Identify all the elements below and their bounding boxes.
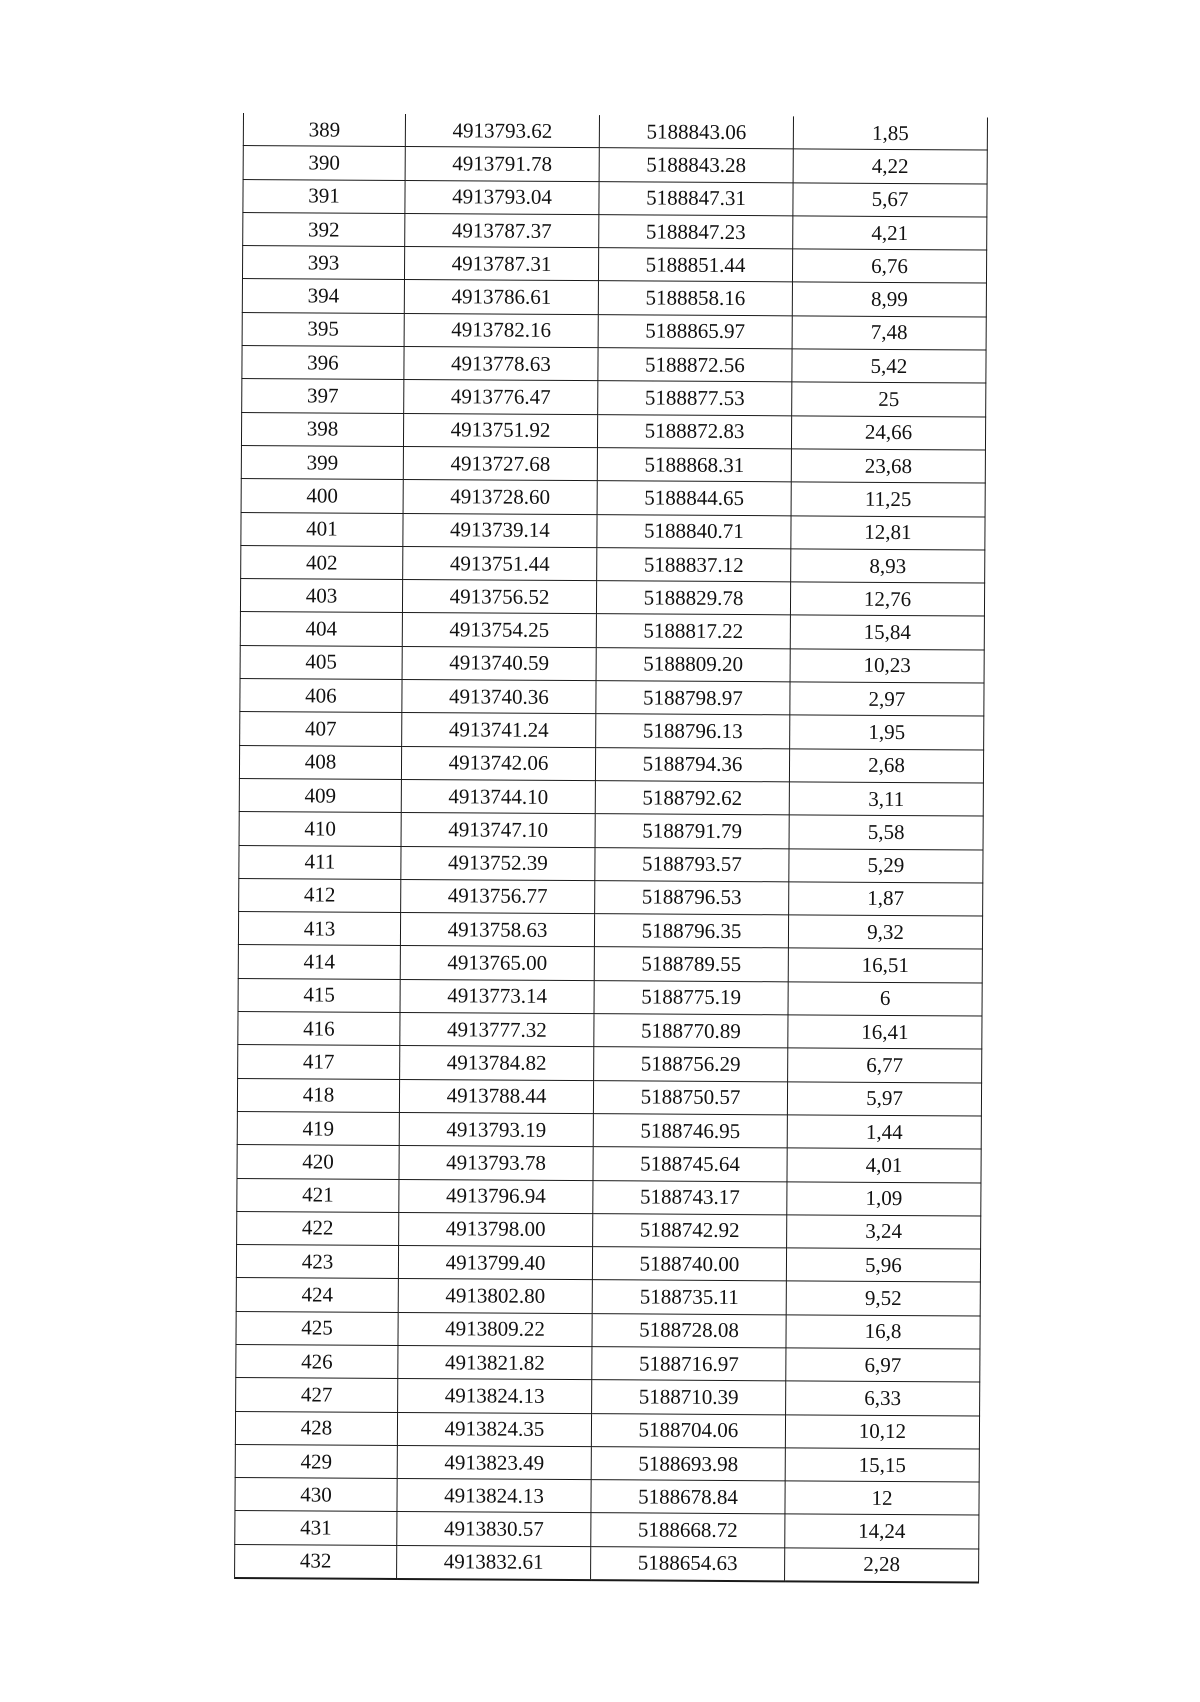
y-coordinate-cell: 5188796.13 bbox=[596, 714, 790, 748]
distance-cell: 6,33 bbox=[786, 1381, 980, 1415]
distance-cell: 3,24 bbox=[787, 1215, 981, 1249]
table-row bbox=[237, 1178, 981, 1216]
y-coordinate-cell: 5188851.44 bbox=[598, 248, 792, 282]
table-row bbox=[238, 912, 982, 950]
x-coordinate-cell: 4913799.40 bbox=[398, 1246, 592, 1280]
x-coordinate-cell: 4913793.78 bbox=[399, 1146, 593, 1180]
x-coordinate-cell: 4913756.52 bbox=[402, 580, 596, 614]
distance-cell: 10,23 bbox=[790, 649, 984, 683]
distance-cell: 3,11 bbox=[789, 782, 983, 816]
y-coordinate-cell: 5188794.36 bbox=[595, 747, 789, 781]
distance-cell: 24,66 bbox=[791, 416, 985, 450]
point-number-cell: 418 bbox=[237, 1078, 399, 1112]
table-row bbox=[236, 1311, 980, 1349]
y-coordinate-cell: 5188750.57 bbox=[593, 1080, 787, 1114]
y-coordinate-cell: 5188792.62 bbox=[595, 781, 789, 815]
distance-cell: 2,68 bbox=[789, 748, 983, 782]
x-coordinate-cell: 4913796.94 bbox=[399, 1179, 593, 1213]
point-number-cell: 423 bbox=[236, 1245, 398, 1279]
distance-cell: 4,22 bbox=[793, 149, 987, 183]
x-coordinate-cell: 4913823.49 bbox=[397, 1445, 591, 1479]
x-coordinate-cell: 4913821.82 bbox=[398, 1345, 592, 1379]
distance-cell: 11,25 bbox=[791, 482, 985, 516]
distance-cell: 5,96 bbox=[786, 1248, 980, 1282]
y-coordinate-cell: 5188704.06 bbox=[591, 1413, 785, 1447]
point-number-cell: 389 bbox=[243, 113, 405, 147]
distance-cell: 12,81 bbox=[791, 515, 985, 549]
distance-cell: 5,67 bbox=[793, 182, 987, 216]
table-row bbox=[236, 1344, 980, 1382]
x-coordinate-cell: 4913786.61 bbox=[404, 280, 598, 314]
table-row bbox=[240, 679, 984, 717]
x-coordinate-cell: 4913778.63 bbox=[404, 347, 598, 381]
y-coordinate-cell: 5188728.08 bbox=[592, 1313, 786, 1347]
point-number-cell: 415 bbox=[238, 978, 400, 1012]
y-coordinate-cell: 5188847.23 bbox=[599, 215, 793, 249]
table-row bbox=[241, 512, 985, 550]
y-coordinate-cell: 5188740.00 bbox=[592, 1247, 786, 1281]
distance-cell: 15,15 bbox=[785, 1448, 979, 1482]
point-number-cell: 426 bbox=[236, 1344, 398, 1378]
x-coordinate-cell: 4913727.68 bbox=[403, 446, 597, 480]
table-row bbox=[243, 113, 987, 150]
y-coordinate-cell: 5188789.55 bbox=[594, 947, 788, 981]
table-row bbox=[235, 1478, 979, 1516]
distance-cell: 1,95 bbox=[790, 715, 984, 749]
distance-cell: 6,97 bbox=[786, 1348, 980, 1382]
point-number-cell: 431 bbox=[235, 1511, 397, 1545]
distance-cell: 7,48 bbox=[792, 316, 986, 350]
x-coordinate-cell: 4913788.44 bbox=[399, 1079, 593, 1113]
y-coordinate-cell: 5188844.65 bbox=[597, 481, 791, 515]
x-coordinate-cell: 4913751.44 bbox=[403, 546, 597, 580]
distance-cell: 2,28 bbox=[785, 1548, 979, 1583]
point-number-cell: 401 bbox=[241, 512, 403, 546]
y-coordinate-cell: 5188796.53 bbox=[595, 880, 789, 914]
distance-cell: 6,77 bbox=[788, 1048, 982, 1082]
point-number-cell: 416 bbox=[238, 1012, 400, 1046]
y-coordinate-cell: 5188775.19 bbox=[594, 980, 788, 1014]
point-number-cell: 419 bbox=[237, 1111, 399, 1145]
point-number-cell: 395 bbox=[242, 312, 404, 346]
table-row bbox=[241, 445, 985, 483]
distance-cell: 15,84 bbox=[790, 615, 984, 649]
y-coordinate-cell: 5188865.97 bbox=[598, 314, 792, 348]
table-row bbox=[239, 845, 983, 883]
point-number-cell: 397 bbox=[242, 379, 404, 413]
y-coordinate-cell: 5188829.78 bbox=[596, 581, 790, 615]
table-row bbox=[239, 812, 983, 850]
point-number-cell: 430 bbox=[235, 1478, 397, 1512]
x-coordinate-cell: 4913728.60 bbox=[403, 480, 597, 514]
table-row bbox=[238, 945, 982, 983]
x-coordinate-cell: 4913824.13 bbox=[398, 1379, 592, 1413]
x-coordinate-cell: 4913802.80 bbox=[398, 1279, 592, 1313]
x-coordinate-cell: 4913798.00 bbox=[399, 1212, 593, 1246]
distance-cell: 14,24 bbox=[785, 1514, 979, 1548]
point-number-cell: 402 bbox=[241, 545, 403, 579]
table-row bbox=[236, 1245, 980, 1283]
point-number-cell: 391 bbox=[243, 179, 405, 213]
distance-cell: 9,52 bbox=[786, 1281, 980, 1315]
x-coordinate-cell: 4913765.00 bbox=[400, 946, 594, 980]
table-row bbox=[235, 1444, 979, 1482]
distance-cell: 8,99 bbox=[792, 282, 986, 316]
point-number-cell: 407 bbox=[240, 712, 402, 746]
point-number-cell: 417 bbox=[238, 1045, 400, 1079]
y-coordinate-cell: 5188877.53 bbox=[598, 381, 792, 415]
x-coordinate-cell: 4913756.77 bbox=[401, 879, 595, 913]
table-row bbox=[242, 246, 986, 284]
table-row bbox=[242, 279, 986, 317]
x-coordinate-cell: 4913832.61 bbox=[397, 1545, 591, 1580]
point-number-cell: 406 bbox=[240, 679, 402, 713]
point-number-cell: 404 bbox=[240, 612, 402, 646]
y-coordinate-cell: 5188693.98 bbox=[591, 1447, 785, 1481]
table-row bbox=[242, 346, 986, 384]
table-row bbox=[240, 579, 984, 617]
x-coordinate-cell: 4913777.32 bbox=[400, 1012, 594, 1046]
distance-cell: 1,85 bbox=[793, 116, 987, 150]
x-coordinate-cell: 4913782.16 bbox=[404, 313, 598, 347]
table-row bbox=[237, 1211, 981, 1249]
y-coordinate-cell: 5188793.57 bbox=[595, 847, 789, 881]
point-number-cell: 400 bbox=[241, 479, 403, 513]
y-coordinate-cell: 5188868.31 bbox=[597, 448, 791, 482]
x-coordinate-cell: 4913791.78 bbox=[405, 147, 599, 181]
distance-cell: 1,44 bbox=[787, 1115, 981, 1149]
table-row bbox=[240, 712, 984, 750]
x-coordinate-cell: 4913784.82 bbox=[400, 1046, 594, 1080]
distance-cell: 16,51 bbox=[788, 948, 982, 982]
table-row bbox=[241, 545, 985, 583]
y-coordinate-cell: 5188756.29 bbox=[594, 1047, 788, 1081]
distance-cell: 16,41 bbox=[788, 1015, 982, 1049]
point-number-cell: 409 bbox=[239, 778, 401, 812]
x-coordinate-cell: 4913793.19 bbox=[399, 1112, 593, 1146]
coordinates-table bbox=[234, 113, 988, 1584]
x-coordinate-cell: 4913739.14 bbox=[403, 513, 597, 547]
point-number-cell: 428 bbox=[235, 1411, 397, 1445]
distance-cell: 4,21 bbox=[793, 216, 987, 250]
distance-cell: 9,32 bbox=[788, 915, 982, 949]
y-coordinate-cell: 5188770.89 bbox=[594, 1014, 788, 1048]
table-row bbox=[241, 412, 985, 450]
point-number-cell: 420 bbox=[237, 1145, 399, 1179]
point-number-cell: 394 bbox=[242, 279, 404, 313]
y-coordinate-cell: 5188668.72 bbox=[591, 1513, 785, 1547]
distance-cell: 10,12 bbox=[785, 1414, 979, 1448]
distance-cell: 8,93 bbox=[791, 549, 985, 583]
point-number-cell: 424 bbox=[236, 1278, 398, 1312]
table-row bbox=[238, 978, 982, 1016]
point-number-cell: 414 bbox=[238, 945, 400, 979]
point-number-cell: 392 bbox=[243, 212, 405, 246]
table-row bbox=[242, 312, 986, 350]
coordinates-table-body bbox=[235, 113, 988, 1583]
table-row bbox=[243, 212, 987, 250]
distance-cell: 25 bbox=[792, 382, 986, 416]
x-coordinate-cell: 4913747.10 bbox=[401, 813, 595, 847]
y-coordinate-cell: 5188843.06 bbox=[599, 115, 793, 149]
table-row bbox=[241, 479, 985, 517]
y-coordinate-cell: 5188847.31 bbox=[599, 181, 793, 215]
point-number-cell: 396 bbox=[242, 346, 404, 380]
point-number-cell: 413 bbox=[238, 912, 400, 946]
y-coordinate-cell: 5188872.56 bbox=[598, 348, 792, 382]
x-coordinate-cell: 4913824.13 bbox=[397, 1479, 591, 1513]
point-number-cell: 427 bbox=[236, 1378, 398, 1412]
point-number-cell: 432 bbox=[235, 1544, 397, 1579]
x-coordinate-cell: 4913776.47 bbox=[404, 380, 598, 414]
distance-cell: 4,01 bbox=[787, 1148, 981, 1182]
table-row bbox=[239, 778, 983, 816]
y-coordinate-cell: 5188742.92 bbox=[593, 1213, 787, 1247]
y-coordinate-cell: 5188798.97 bbox=[596, 681, 790, 715]
point-number-cell: 390 bbox=[243, 146, 405, 180]
table-row bbox=[239, 878, 983, 916]
y-coordinate-cell: 5188654.63 bbox=[591, 1546, 785, 1581]
x-coordinate-cell: 4913787.31 bbox=[404, 247, 598, 281]
point-number-cell: 422 bbox=[237, 1211, 399, 1245]
distance-cell: 1,09 bbox=[787, 1181, 981, 1215]
x-coordinate-cell: 4913752.39 bbox=[401, 846, 595, 880]
distance-cell: 16,8 bbox=[786, 1315, 980, 1349]
point-number-cell: 398 bbox=[241, 412, 403, 446]
table-row bbox=[243, 179, 987, 217]
x-coordinate-cell: 4913740.59 bbox=[402, 646, 596, 680]
y-coordinate-cell: 5188716.97 bbox=[592, 1347, 786, 1381]
table-row bbox=[236, 1378, 980, 1416]
x-coordinate-cell: 4913809.22 bbox=[398, 1312, 592, 1346]
point-number-cell: 408 bbox=[239, 745, 401, 779]
x-coordinate-cell: 4913742.06 bbox=[401, 746, 595, 780]
point-number-cell: 410 bbox=[239, 812, 401, 846]
table-row bbox=[235, 1511, 979, 1549]
y-coordinate-cell: 5188745.64 bbox=[593, 1147, 787, 1181]
y-coordinate-cell: 5188837.12 bbox=[597, 548, 791, 582]
y-coordinate-cell: 5188843.28 bbox=[599, 148, 793, 182]
distance-cell: 6,76 bbox=[792, 249, 986, 283]
y-coordinate-cell: 5188796.35 bbox=[594, 914, 788, 948]
x-coordinate-cell: 4913787.37 bbox=[405, 213, 599, 247]
point-number-cell: 421 bbox=[237, 1178, 399, 1212]
point-number-cell: 403 bbox=[240, 579, 402, 613]
x-coordinate-cell: 4913830.57 bbox=[397, 1512, 591, 1546]
distance-cell: 12 bbox=[785, 1481, 979, 1515]
y-coordinate-cell: 5188746.95 bbox=[593, 1114, 787, 1148]
distance-cell: 1,87 bbox=[789, 882, 983, 916]
point-number-cell: 405 bbox=[240, 645, 402, 679]
table-row bbox=[238, 1012, 982, 1050]
x-coordinate-cell: 4913754.25 bbox=[402, 613, 596, 647]
table-row bbox=[243, 146, 987, 184]
y-coordinate-cell: 5188743.17 bbox=[593, 1180, 787, 1214]
x-coordinate-cell: 4913740.36 bbox=[402, 680, 596, 714]
table-row bbox=[235, 1411, 979, 1449]
distance-cell: 5,58 bbox=[789, 815, 983, 849]
table-row bbox=[238, 1045, 982, 1083]
distance-cell: 5,29 bbox=[789, 848, 983, 882]
x-coordinate-cell: 4913744.10 bbox=[401, 779, 595, 813]
y-coordinate-cell: 5188858.16 bbox=[598, 281, 792, 315]
y-coordinate-cell: 5188678.84 bbox=[591, 1480, 785, 1514]
table-row bbox=[239, 745, 983, 783]
distance-cell: 12,76 bbox=[790, 582, 984, 616]
table-row bbox=[237, 1078, 981, 1116]
point-number-cell: 429 bbox=[235, 1444, 397, 1478]
table-row bbox=[236, 1278, 980, 1316]
point-number-cell: 393 bbox=[242, 246, 404, 280]
x-coordinate-cell: 4913793.04 bbox=[405, 180, 599, 214]
table-row bbox=[235, 1544, 979, 1582]
x-coordinate-cell: 4913824.35 bbox=[397, 1412, 591, 1446]
y-coordinate-cell: 5188817.22 bbox=[596, 614, 790, 648]
point-number-cell: 412 bbox=[239, 878, 401, 912]
y-coordinate-cell: 5188791.79 bbox=[595, 814, 789, 848]
y-coordinate-cell: 5188809.20 bbox=[596, 647, 790, 681]
distance-cell: 2,97 bbox=[790, 682, 984, 716]
y-coordinate-cell: 5188710.39 bbox=[592, 1380, 786, 1414]
x-coordinate-cell: 4913741.24 bbox=[402, 713, 596, 747]
point-number-cell: 425 bbox=[236, 1311, 398, 1345]
y-coordinate-cell: 5188872.83 bbox=[597, 414, 791, 448]
y-coordinate-cell: 5188840.71 bbox=[597, 514, 791, 548]
x-coordinate-cell: 4913773.14 bbox=[400, 979, 594, 1013]
table-row bbox=[242, 379, 986, 417]
y-coordinate-cell: 5188735.11 bbox=[592, 1280, 786, 1314]
distance-cell: 5,42 bbox=[792, 349, 986, 383]
distance-cell: 23,68 bbox=[791, 449, 985, 483]
table-row bbox=[237, 1145, 981, 1183]
distance-cell: 5,97 bbox=[787, 1081, 981, 1115]
x-coordinate-cell: 4913758.63 bbox=[400, 913, 594, 947]
table-row bbox=[240, 612, 984, 650]
table-row bbox=[240, 645, 984, 683]
x-coordinate-cell: 4913793.62 bbox=[405, 114, 599, 148]
distance-cell: 6 bbox=[788, 982, 982, 1016]
point-number-cell: 411 bbox=[239, 845, 401, 879]
table-row bbox=[237, 1111, 981, 1149]
x-coordinate-cell: 4913751.92 bbox=[403, 413, 597, 447]
point-number-cell: 399 bbox=[241, 445, 403, 479]
